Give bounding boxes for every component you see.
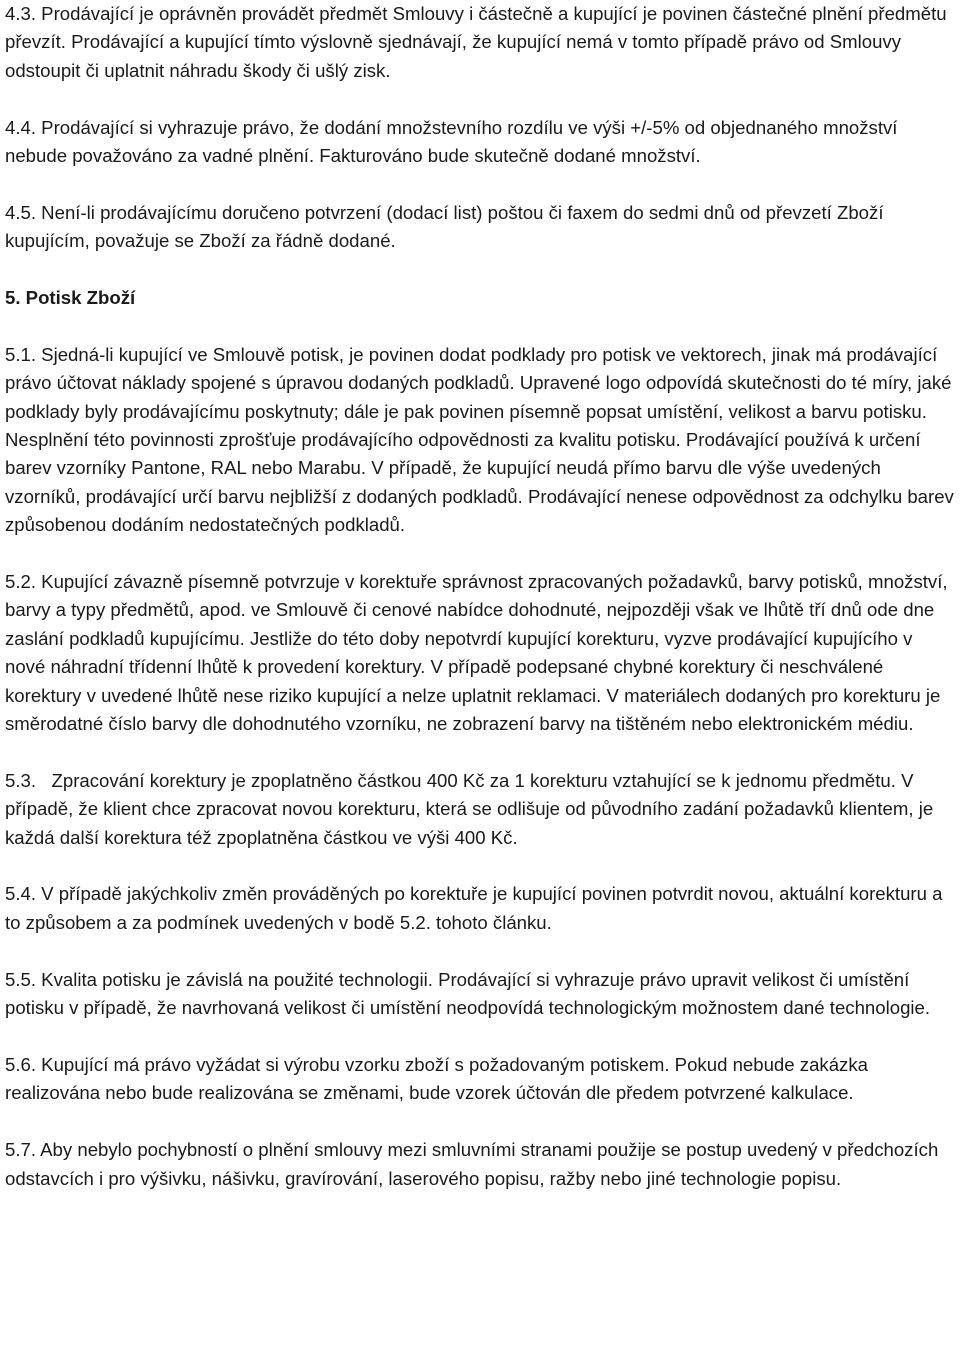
paragraph-4-5: 4.5. Není-li prodávajícímu doručeno potvrzení (dodací list) poštou či faxem do sedmi dnů od převzetí Zboží kupujícím, považuje se Zboží za řádně dodané.	[5, 201, 884, 252]
paragraph-5-7: 5.7. Aby nebylo pochybností o plnění smlouvy mezi smluvními stranami použije se postup uvedený v předchozích odstavcích i pro výšivku, nášivku, gravírování, laserového popisu, ražby nebo jiné technologie popisu.	[5, 1139, 939, 1189]
paragraph-5-3: 5.3. Zpracování korektury je zpoplatněno částkou 400 Kč za 1 korekturu vztahující se k jednomu předmětu. V případě, že klient chce zpracovat novou korekturu, která se odlišuje od původního zadání požadavků klientem, je každá další korektura též zpoplatněna částkou ve výši 400 Kč.	[5, 769, 939, 848]
paragraph-5-4: 5.4. V případě jakýchkoliv změn prováděných po korektuře je kupující povinen potvrdit novou, aktuální korekturu a to způsobem a za podmínek uvedených v bodě 5.2. tohoto článku.	[5, 883, 943, 933]
paragraph-5-6: 5.6. Kupující má právo vyžádat si výrobu vzorku zboží s požadovaným potiskem. Pokud nebude zakázka realizována nebo bude realizována se změnami, bude vzorek účtován dle předem potvrzené kalkulace.	[5, 1053, 868, 1104]
paragraph-5-2: 5.2. Kupující závazně písemně potvrzuje v korektuře správnost zpracovaných požadavků, barvy potisků, množství, barvy a typy předmětů, apod. ve Smlouvě či cenové nabídce dohodnuté, nejpozději však ve lhůtě tří dnů ode dne zaslání podkladů kupujícímu. Jestliže do této doby nepotvrdí kupující korekturu, vyzve prodávající kupujícího v nové náhradní třídenní lhůtě k provedení korektury. V případě podepsané chybné korektury či neschválené korektury v uvedené lhůtě nese riziko kupující a nelze uplatnit reklamaci. V materiálech dodaných pro korekturu je směrodatné číslo barvy dle dohodnutého vzorníku, ne zobrazení barvy na tištěném nebo elektronickém médiu.	[5, 571, 948, 735]
document-page	[5, 0, 957, 1221]
paragraph-4-3: 4.3. Prodávající je oprávněn provádět předmět Smlouvy i částečně a kupující je povinen částečné plnění předmětu převzít. Prodávající a kupující tímto výslovně sjednávají, že kupující nemá v tomto případě právo od Smlouvy odstoupit či uplatnit náhradu škody či ušlý zisk.	[5, 3, 947, 81]
paragraph-5-5: 5.5. Kvalita potisku je závislá na použité technologii. Prodávající si vyhrazuje právo upravit velikost či umístění potisku v případě, že navrhovaná velikost či umístění neodpovídá technologickým možnostem dané technologie.	[5, 968, 931, 1019]
section-heading-5: 5. Potisk Zboží	[5, 287, 136, 309]
paragraph-4-4: 4.4. Prodávající si vyhrazuje právo, že dodání množstevního rozdílu ve výši +/-5% od objednaného množství nebude považováno za vadné plnění. Fakturováno bude skutečně dodané množství.	[5, 116, 898, 167]
paragraph-5-1: 5.1. Sjedná-li kupující ve Smlouvě potisk, je povinen dodat podklady pro potisk ve vektorech, jinak má prodávající právo účtovat náklady spojené s úpravou dodaných podkladů. Upravené logo odpovídá skutečnosti do té míry, jaké podklady byly prodávajícímu poskytnuty; dále je pak povinen písemně popsat umístění, velikost a barvu potisku. Nesplnění této povinnosti zprošťuje prodávajícího odpovědnosti za kvalitu potisku. Prodávající používá k určení barev vzorníky Pantone, RAL nebo Marabu. V případě, že kupující neudá přímo barvu dle výše uvedených vzorníků, prodávající určí barvu nejbližší z dodaných podkladů. Prodávající nenese odpovědnost za odchylku barev způsobenou dodáním nedostatečných podkladů.	[5, 343, 954, 536]
